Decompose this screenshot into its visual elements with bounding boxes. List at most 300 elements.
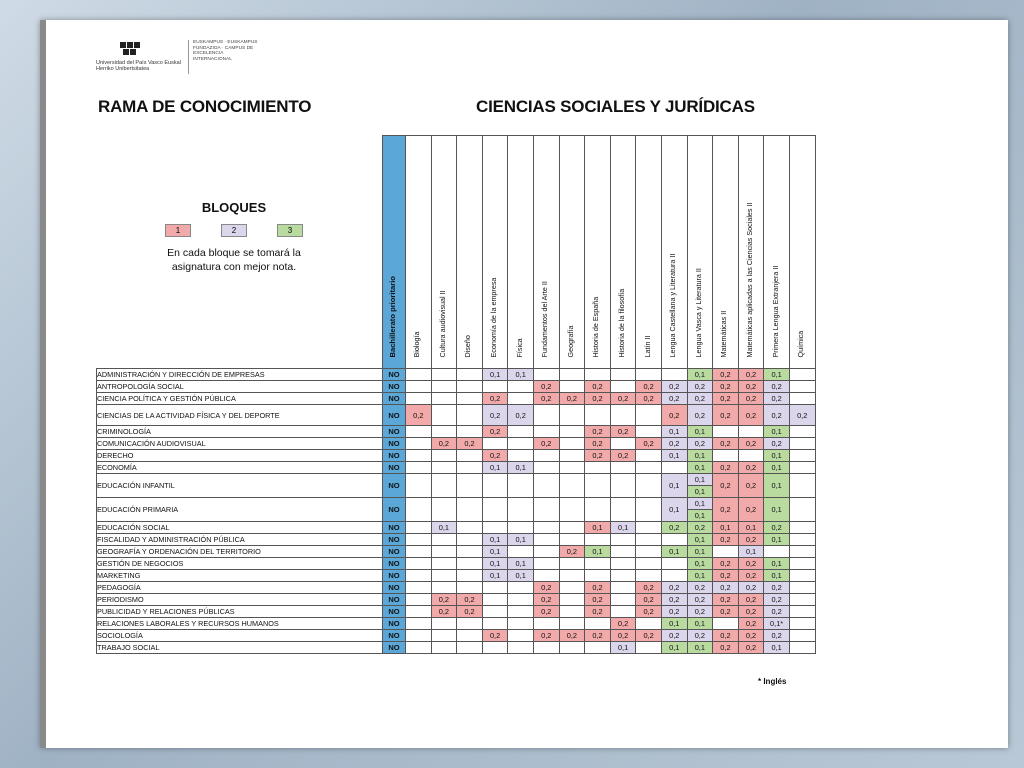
weight-cell: 0,1: [687, 534, 713, 546]
weight-cell: [406, 546, 432, 558]
weight-cell: [533, 426, 559, 438]
column-header-subject: [687, 136, 713, 369]
weight-cell: 0,2: [687, 594, 713, 606]
weight-cell: [789, 438, 815, 450]
degree-name: ADMINISTRACIÓN Y DIRECCIÓN DE EMPRESAS: [97, 369, 383, 381]
weight-cell: [789, 381, 815, 393]
weight-cell: [610, 534, 636, 546]
weight-cell: [559, 498, 585, 522]
column-header-subject: [661, 136, 687, 369]
weight-cell: [636, 426, 662, 438]
weight-cell: 0,2: [661, 438, 687, 450]
weight-cell: 0,2: [713, 393, 739, 405]
logo-divider: [188, 40, 189, 74]
weight-cell: [559, 438, 585, 450]
weight-cell: 0,1: [661, 450, 687, 462]
weight-cell: 0,1: [482, 534, 508, 546]
prioritario-cell: NO: [383, 642, 406, 654]
weight-cell: [457, 498, 483, 522]
weight-cell: [457, 393, 483, 405]
weight-cell: [789, 618, 815, 630]
prioritario-cell: NO: [383, 498, 406, 522]
weight-cell: [431, 474, 457, 498]
weight-cell: [636, 642, 662, 654]
weight-cell: 0,1: [482, 546, 508, 558]
weight-cell: 0,1: [508, 462, 534, 474]
weight-cell: 0,1: [508, 534, 534, 546]
prioritario-cell: NO: [383, 534, 406, 546]
weight-cell: [764, 546, 790, 558]
degree-name: SOCIOLOGÍA: [97, 630, 383, 642]
weight-cell: 0,2: [713, 642, 739, 654]
weight-cell: [610, 462, 636, 474]
weight-cell: 0,2: [764, 405, 790, 426]
column-header-label: Cultura audiovisual II: [437, 290, 447, 358]
weight-cell: 0,2: [636, 594, 662, 606]
weight-cell: [559, 570, 585, 582]
weight-cell: [559, 558, 585, 570]
legend-text: En cada bloque se tomará la asignatura con mejor nota.: [167, 247, 301, 273]
weight-cell: [406, 594, 432, 606]
weight-cell: [431, 642, 457, 654]
weight-cell: [431, 462, 457, 474]
weight-cell: [585, 474, 611, 498]
weight-cell: 0,2: [764, 630, 790, 642]
weight-cell: [636, 570, 662, 582]
weight-cell: 0,1: [687, 450, 713, 462]
weight-cell: [431, 381, 457, 393]
weight-cell: [585, 462, 611, 474]
blocks-legend: [144, 200, 324, 274]
weight-cell: [508, 426, 534, 438]
weight-cell: [482, 582, 508, 594]
table-row: [97, 426, 816, 438]
weight-cell: 0,2: [764, 582, 790, 594]
column-header-subject: [406, 136, 432, 369]
weight-cell: 0,1: [661, 546, 687, 558]
weight-cell: [738, 450, 764, 462]
weight-cell: 0,2: [661, 630, 687, 642]
weight-cell: 0,2: [738, 606, 764, 618]
weight-cell: 0,2: [610, 393, 636, 405]
weight-cell: [431, 498, 457, 522]
weight-subcell: 0,1: [688, 485, 713, 497]
column-header-label: Historia de la filosofía: [617, 288, 627, 358]
weight-cell: 0,2: [713, 381, 739, 393]
weight-cell: 0,2: [457, 606, 483, 618]
weight-cell: [431, 426, 457, 438]
weight-cell: [508, 522, 534, 534]
weight-cell: 0,2: [585, 606, 611, 618]
weight-cell: 0,1: [764, 642, 790, 654]
weight-cell: [789, 534, 815, 546]
weight-subcell: 0,1: [688, 474, 713, 485]
weight-cell: [559, 582, 585, 594]
weight-cell: [636, 462, 662, 474]
weight-cell: 0,1: [764, 498, 790, 522]
legend-box-1: 1: [165, 224, 191, 237]
weight-cell: 0,2: [585, 438, 611, 450]
table-row: [97, 522, 816, 534]
weight-cell: [789, 426, 815, 438]
weight-cell: [457, 570, 483, 582]
weight-cell: [585, 642, 611, 654]
degree-name: PEDAGOGÍA: [97, 582, 383, 594]
weight-cell: 0,2: [764, 522, 790, 534]
column-header-label: Fundamentos del Arte II: [540, 281, 550, 358]
weight-cell: 0,2: [738, 474, 764, 498]
weight-cell: [457, 381, 483, 393]
weight-cell: 0,2: [738, 369, 764, 381]
legend-boxes: [144, 224, 324, 237]
weight-cell: [610, 438, 636, 450]
column-header-label: Bachillerato prioritario: [388, 276, 397, 358]
weight-cell: 0,2: [738, 642, 764, 654]
weight-cell: [559, 450, 585, 462]
weight-cell: 0,2: [585, 393, 611, 405]
weight-cell: 0,2: [687, 393, 713, 405]
weight-cell: [661, 369, 687, 381]
weight-cell: [508, 474, 534, 498]
weight-cell: 0,1: [508, 558, 534, 570]
weight-cell: 0,2: [482, 426, 508, 438]
weight-cell: [533, 498, 559, 522]
weight-cell: 0,1: [482, 558, 508, 570]
weight-cell: 0,1: [610, 522, 636, 534]
weight-cell: [585, 369, 611, 381]
table-row: [97, 381, 816, 393]
weight-cell: [457, 630, 483, 642]
weight-cell: 0,2: [789, 405, 815, 426]
weight-cell: 0,1: [764, 474, 790, 498]
weight-cell: [610, 546, 636, 558]
weight-cell: 0,2: [661, 405, 687, 426]
table-row: [97, 393, 816, 405]
column-header-label: Diseño: [463, 335, 473, 358]
weight-cell: 0,2: [738, 618, 764, 630]
weight-cell: 0,2: [764, 438, 790, 450]
weight-cell: 0,2: [738, 594, 764, 606]
weight-cell: 0,1: [508, 570, 534, 582]
weight-cell: 0,2: [457, 594, 483, 606]
prioritario-cell: NO: [383, 606, 406, 618]
weight-cell: [636, 498, 662, 522]
header-logo: [96, 38, 266, 88]
weight-cell: [508, 438, 534, 450]
weight-cell: [406, 474, 432, 498]
prioritario-cell: NO: [383, 474, 406, 498]
prioritario-cell: NO: [383, 381, 406, 393]
weight-cell: [610, 606, 636, 618]
column-header-subject: [789, 136, 815, 369]
weight-cell: [457, 546, 483, 558]
weight-cell: [406, 630, 432, 642]
prioritario-cell: NO: [383, 558, 406, 570]
weight-cell: [508, 594, 534, 606]
weight-cell: 0,2: [713, 438, 739, 450]
weight-cell: [610, 369, 636, 381]
weight-cell: [789, 606, 815, 618]
weight-cell: 0,2: [713, 606, 739, 618]
table-row: [97, 558, 816, 570]
weight-cell: [533, 462, 559, 474]
column-header-label: Latín II: [642, 335, 652, 358]
weight-cell: [406, 642, 432, 654]
table-row: [97, 618, 816, 630]
weight-cell: 0,2: [533, 594, 559, 606]
weight-cell: [610, 570, 636, 582]
weight-cell: 0,2: [713, 582, 739, 594]
weight-cell: [406, 438, 432, 450]
weight-cell: 0,1: [687, 618, 713, 630]
column-header-subject: [764, 136, 790, 369]
degree-name: EDUCACIÓN SOCIAL: [97, 522, 383, 534]
weight-cell: [508, 606, 534, 618]
weight-cell: [559, 405, 585, 426]
weight-cell: 0,2: [713, 498, 739, 522]
weight-cell: [789, 582, 815, 594]
table-row: [97, 606, 816, 618]
weight-cell: 0,1: [713, 522, 739, 534]
weight-cell: [533, 369, 559, 381]
table-row: [97, 630, 816, 642]
weight-cell: 0,2: [559, 630, 585, 642]
weight-cell: [636, 405, 662, 426]
weight-cell: 0,1: [764, 450, 790, 462]
weight-cell: 0,2: [585, 630, 611, 642]
weight-cell: [482, 381, 508, 393]
table-row: [97, 474, 816, 498]
weight-cell: [636, 522, 662, 534]
column-header-subject: [610, 136, 636, 369]
table-row: [97, 498, 816, 522]
weight-cell: 0,2: [713, 369, 739, 381]
weight-cell: 0,2: [482, 630, 508, 642]
legend-title: BLOQUES: [201, 200, 267, 215]
table-row: [97, 534, 816, 546]
weight-cell: [789, 474, 815, 498]
weight-cell: [585, 558, 611, 570]
weight-cell: 0,1: [661, 426, 687, 438]
weight-cell: 0,2: [533, 606, 559, 618]
weight-cell: 0,2: [636, 438, 662, 450]
weight-cell: 0,2: [687, 606, 713, 618]
weight-cell: [636, 369, 662, 381]
degree-name: RELACIONES LABORALES Y RECURSOS HUMANOS: [97, 618, 383, 630]
weight-cell: [431, 582, 457, 594]
weight-cell: [713, 618, 739, 630]
column-header-subject: [482, 136, 508, 369]
column-header-label: Lengua Vasca y Literatura II: [693, 268, 703, 358]
weight-cell: 0,2: [738, 498, 764, 522]
weight-cell: [431, 450, 457, 462]
weight-cell: 0,1: [482, 462, 508, 474]
weight-cell: [457, 450, 483, 462]
prioritario-cell: NO: [383, 570, 406, 582]
weight-cell: [559, 642, 585, 654]
weight-cell: [559, 462, 585, 474]
weight-cell: [661, 570, 687, 582]
weight-cell: 0,1: [687, 462, 713, 474]
weight-cell: [585, 405, 611, 426]
weight-cell: [457, 534, 483, 546]
weight-cell: [559, 474, 585, 498]
table-row: [97, 546, 816, 558]
weight-cell: 0,1: [687, 642, 713, 654]
column-header-label: Matemáticas aplicadas a las Ciencias Sociales II: [745, 202, 755, 358]
column-header-subject: [431, 136, 457, 369]
university-name: Universidad del País Vasco Euskal Herriko Unibertsitatea: [96, 60, 181, 72]
weight-cell: 0,2: [687, 381, 713, 393]
weight-cell: [687, 498, 713, 522]
weight-cell: 0,2: [482, 393, 508, 405]
weight-cell: 0,2: [636, 393, 662, 405]
weight-cell: 0,2: [738, 381, 764, 393]
weight-cell: 0,2: [713, 630, 739, 642]
weight-cell: [431, 546, 457, 558]
weight-cell: [559, 606, 585, 618]
weight-cell: 0,2: [738, 438, 764, 450]
weight-cell: [431, 393, 457, 405]
column-header-label: Biología: [412, 331, 422, 358]
weight-cell: [533, 570, 559, 582]
weight-cell: [533, 522, 559, 534]
column-header-label: Física: [514, 338, 524, 358]
weight-cell: 0,1: [482, 369, 508, 381]
weight-cell: 0,2: [661, 522, 687, 534]
weight-cell: [457, 642, 483, 654]
branch-title: CIENCIAS SOCIALES Y JURÍDICAS: [476, 97, 755, 116]
column-header-subject: [457, 136, 483, 369]
weight-cell: [789, 498, 815, 522]
weight-cell: 0,1: [431, 522, 457, 534]
weight-cell: [457, 522, 483, 534]
weight-cell: [585, 534, 611, 546]
degree-name: ECONOMÍA: [97, 462, 383, 474]
degree-name: PERIODISMO: [97, 594, 383, 606]
weight-cell: [585, 570, 611, 582]
weight-cell: [457, 462, 483, 474]
weight-cell: [559, 522, 585, 534]
weight-cell: [457, 558, 483, 570]
weight-cell: [533, 618, 559, 630]
weight-cell: [559, 381, 585, 393]
weight-cell: 0,2: [738, 630, 764, 642]
weight-cell: [713, 450, 739, 462]
weight-cell: [406, 426, 432, 438]
prioritario-cell: NO: [383, 438, 406, 450]
weight-cell: [713, 426, 739, 438]
weight-cell: [789, 462, 815, 474]
column-header-label: Geografía: [565, 325, 575, 358]
prioritario-cell: NO: [383, 594, 406, 606]
weight-cell: 0,2: [661, 582, 687, 594]
weight-cell: [406, 462, 432, 474]
weight-cell: 0,2: [636, 630, 662, 642]
weight-cell: 0,1: [661, 618, 687, 630]
weight-cell: 0,1: [764, 570, 790, 582]
weight-cell: 0,2: [636, 582, 662, 594]
degree-name: MARKETING: [97, 570, 383, 582]
weight-cell: [457, 405, 483, 426]
weight-cell: [585, 618, 611, 630]
weight-cell: [610, 582, 636, 594]
weight-cell: [738, 426, 764, 438]
university-logo-icon: [118, 40, 142, 58]
prioritario-cell: NO: [383, 426, 406, 438]
weight-cell: [661, 558, 687, 570]
weight-cell: [636, 474, 662, 498]
weight-cell: 0,2: [661, 393, 687, 405]
weight-cell: [636, 534, 662, 546]
weight-cell: [533, 642, 559, 654]
weight-cell: [559, 594, 585, 606]
weight-cell: 0,2: [764, 381, 790, 393]
weight-cell: [457, 618, 483, 630]
weight-cell: 0,1: [764, 558, 790, 570]
weight-subcell: 0,1: [688, 498, 713, 509]
weight-cell: [457, 369, 483, 381]
weight-cell: 0,1: [764, 369, 790, 381]
weight-cell: [508, 450, 534, 462]
weight-cell: [789, 558, 815, 570]
weight-cell: [789, 450, 815, 462]
prioritario-cell: NO: [383, 450, 406, 462]
weight-cell: 0,1: [482, 570, 508, 582]
weight-cell: [789, 522, 815, 534]
weight-cell: [713, 546, 739, 558]
weight-cell: [559, 534, 585, 546]
weight-cell: [636, 618, 662, 630]
weight-cell: 0,1: [738, 522, 764, 534]
weight-cell: 0,2: [585, 381, 611, 393]
weight-cell: 0,2: [713, 534, 739, 546]
weight-cell: 0,1*: [764, 618, 790, 630]
degree-name: GEOGRAFÍA Y ORDENACIÓN DEL TERRITORIO: [97, 546, 383, 558]
weight-cell: 0,1: [585, 546, 611, 558]
weight-cell: 0,2: [687, 405, 713, 426]
weight-cell: [789, 570, 815, 582]
degree-name: ANTROPOLOGÍA SOCIAL: [97, 381, 383, 393]
weight-cell: [661, 462, 687, 474]
weight-cell: [508, 630, 534, 642]
weight-cell: 0,2: [585, 450, 611, 462]
weight-cell: [406, 534, 432, 546]
weight-cell: [559, 618, 585, 630]
weight-cell: 0,2: [585, 426, 611, 438]
weight-cell: 0,2: [713, 570, 739, 582]
branch-label: RAMA DE CONOCIMIENTO: [98, 97, 312, 116]
weight-cell: 0,2: [610, 618, 636, 630]
weight-cell: [482, 606, 508, 618]
weight-cell: 0,1: [764, 462, 790, 474]
weight-cell: 0,2: [764, 594, 790, 606]
weight-cell: [533, 546, 559, 558]
weight-cell: [559, 426, 585, 438]
weight-cell: [508, 582, 534, 594]
weight-cell: 0,1: [661, 474, 687, 498]
weight-cell: [406, 369, 432, 381]
weight-cell: 0,1: [764, 534, 790, 546]
column-header-label: Química: [796, 330, 806, 358]
weight-cell: 0,2: [482, 405, 508, 426]
weight-cell: 0,2: [533, 438, 559, 450]
table-row: [97, 438, 816, 450]
weight-cell: 0,2: [482, 450, 508, 462]
table-row: [97, 582, 816, 594]
prioritario-cell: NO: [383, 522, 406, 534]
weight-cell: [789, 642, 815, 654]
